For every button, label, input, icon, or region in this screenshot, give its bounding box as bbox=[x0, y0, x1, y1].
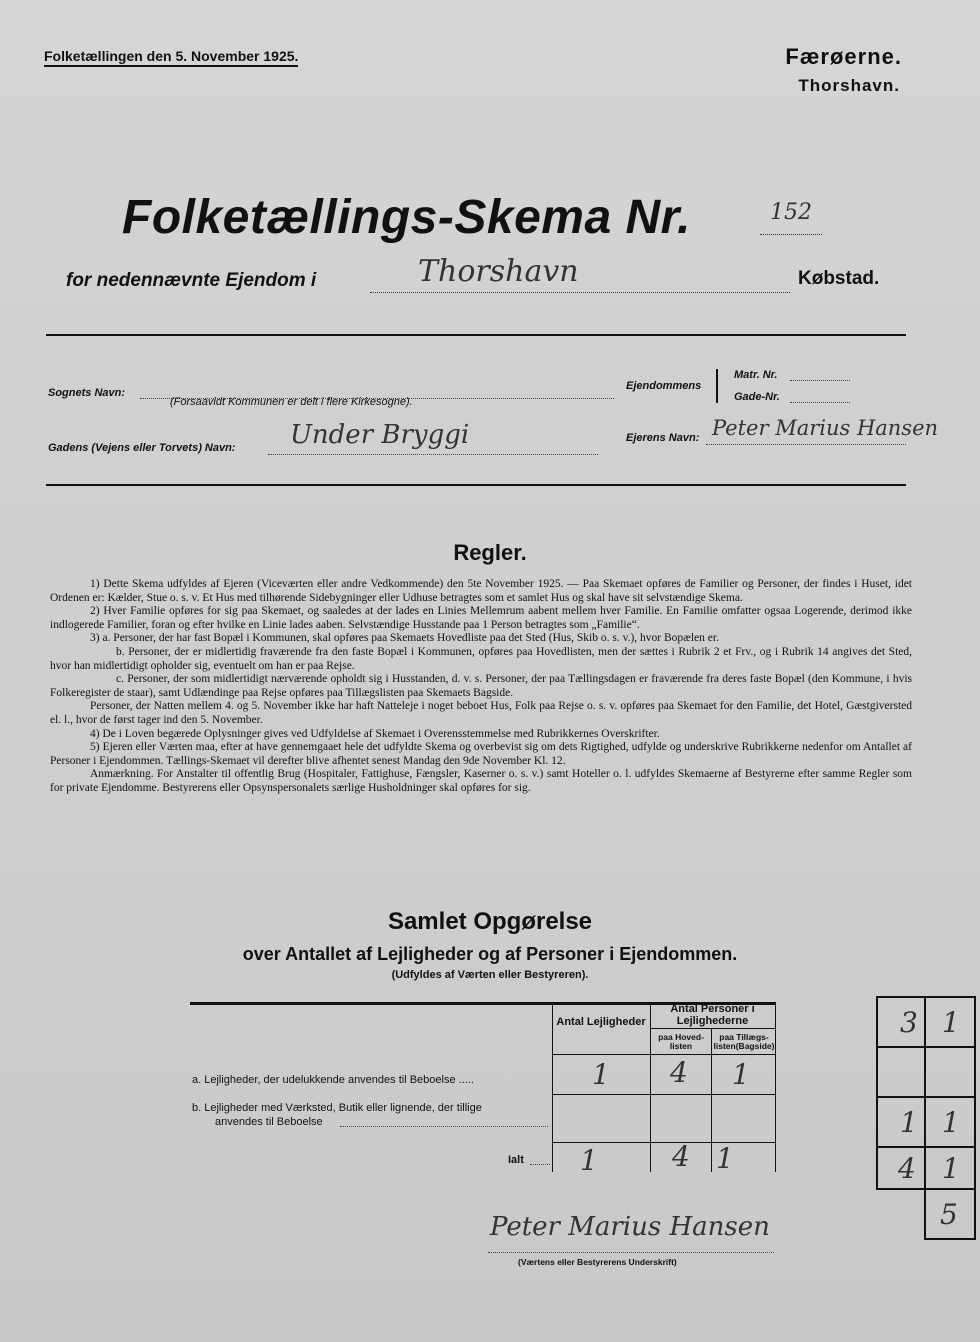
divider-top bbox=[46, 334, 906, 336]
anmaerkning: Anmærkning. For Anstalter til offentlig Brug (Hospitaler, Fattighuse, Fængsler, Kaserner o. s. v.) samt Hoteller o. l. udfyldes Skemaerne af Bestyrerne efter samme Regler som for private Ejendomme. Bestyrerens eller Opsynspersonalets særlige Husholdninger skal opføres for sig. bbox=[50, 768, 912, 794]
row-ialt-fill-line bbox=[530, 1164, 550, 1165]
sognets-label: Sognets Navn: bbox=[48, 387, 126, 399]
ejendommens-label: Ejendommens bbox=[626, 380, 702, 392]
side-box-hline-1 bbox=[876, 1046, 974, 1048]
property-fill-line bbox=[370, 292, 790, 293]
col-personer-header: Antal Personer i Lejlighederne bbox=[670, 1003, 755, 1027]
table-hline-header bbox=[552, 1054, 775, 1055]
col-tillaeg-header: paa Tillægs-listen(Bagside) bbox=[713, 1032, 775, 1051]
regler-heading: Regler. bbox=[453, 540, 527, 565]
regel-2: 2) Hver Familie opføres for sig paa Skemaet, og saaledes at der lades en Linies Mellemrum aabent mellem hver Familie. En Familie omfatter ogsaa Logerende, derimod ikke indlogerede Familier, foran og efter hvilke en Linie lades aaben. Selvstændige Husstande paa 1 Person betragtes som „Familie“. bbox=[50, 605, 912, 631]
side-box-hline-3 bbox=[876, 1146, 974, 1148]
table-hline-b bbox=[552, 1142, 775, 1143]
gadens-fill-line bbox=[268, 454, 598, 455]
gadens-value[interactable]: Under Bryggi bbox=[290, 420, 470, 450]
summary-note: (Udfyldes af Værten eller Bestyreren). bbox=[391, 969, 589, 981]
summary-subtitle: over Antallet af Lejligheder og af Personer i Ejendommen. bbox=[242, 944, 738, 964]
divider-middle bbox=[46, 484, 906, 486]
row-b-label-2: anvendes til Beboelse bbox=[215, 1116, 323, 1128]
ialt-hoved-value[interactable]: 4 bbox=[672, 1140, 690, 1173]
gade-nr-label: Gade-Nr. bbox=[734, 391, 780, 403]
brace bbox=[716, 369, 721, 403]
row-a-label: a. Lejligheder, der udelukkende anvendes til Beboelse ..... bbox=[192, 1074, 474, 1086]
side-control-box bbox=[876, 996, 976, 1190]
ejerens-value[interactable]: Peter Marius Hansen bbox=[712, 416, 939, 440]
side-r4-left-value[interactable]: 4 bbox=[898, 1152, 916, 1185]
row-a-hoved-value[interactable]: 4 bbox=[670, 1056, 688, 1089]
side-r1-left-value[interactable]: 3 bbox=[900, 1006, 918, 1039]
signature-caption: (Værtens eller Bestyrerens Underskrift) bbox=[518, 1257, 677, 1267]
table-vline-4 bbox=[775, 1002, 776, 1172]
table-hline-sub bbox=[650, 1028, 775, 1029]
regel-3b: b. Personer, der er midlertidig fraværende fra den faste Bopæl i Kommunen, opføres paa Hovedlisten, men der sættes i Rubrik 2 et Frv., og i Rubrik 14 angives det Sted, hvor han midlertidigt opholder sig, eventuelt om han er paa Rejse. bbox=[50, 645, 912, 672]
table-vline-3 bbox=[711, 1028, 712, 1172]
side-r3-left-value[interactable]: 1 bbox=[900, 1106, 918, 1139]
row-ialt-label: Ialt bbox=[508, 1154, 524, 1166]
census-date-line: Folketællingen den 5. November 1925. bbox=[44, 48, 298, 67]
col-lejligheder-header: Antal Lejligheder bbox=[556, 1016, 646, 1028]
side-r3-right-value[interactable]: 1 bbox=[942, 1106, 960, 1139]
regel-3a: 3) a. Personer, der har fast Bopæl i Kommunen, skal opføres paa Skemaets Hovedliste paa det Sted (Hus, Skib o. s. v.), hvor Bopælen er. bbox=[90, 632, 719, 645]
kobstad-label: Købstad. bbox=[798, 268, 880, 289]
regel-5: 5) Ejeren eller Værten maa, efter at have gennemgaaet hele det udfyldte Skema og overbevist sig om dets Rigtighed, udfylde og underskrive Rubrikkerne nedenfor om Antallet af Personer i Ejendommen. Tællings-Skemaet vil derefter blive afhentet senest Mandag den 9de November Kl. 12. bbox=[50, 741, 912, 767]
col-hoved-header: paa Hoved-listen bbox=[658, 1032, 704, 1051]
row-b-fill-line bbox=[340, 1126, 548, 1127]
ialt-lejligheder-value[interactable]: 1 bbox=[580, 1144, 598, 1177]
nr-fill-line bbox=[760, 234, 822, 235]
matr-fill-line[interactable] bbox=[790, 380, 850, 381]
row-a-tillaeg-value[interactable]: 1 bbox=[732, 1058, 750, 1091]
regel-3-note: Personer, der Natten mellem 4. og 5. November ikke har haft Natteleje i noget beboet Hus, Folk paa Rejse o. s. v. opføres paa Skemaet for den Familie, det Hotel, Gæstgiversted el. l., hvor de først tager ind den 5. November. bbox=[50, 700, 912, 726]
side-r1-right-value[interactable]: 1 bbox=[942, 1006, 960, 1039]
side-r5-value[interactable]: 5 bbox=[940, 1198, 958, 1231]
ejerens-label: Ejerens Navn: bbox=[626, 432, 700, 444]
signature-line bbox=[488, 1252, 774, 1253]
summary-title: Samlet Opgørelse bbox=[387, 908, 593, 935]
ialt-tillaeg-value[interactable]: 1 bbox=[716, 1142, 734, 1175]
city-label: Thorshavn. bbox=[798, 76, 900, 95]
regel-3c: c. Personer, der som midlertidigt nærværende opholdt sig i Husstanden, d. v. s. Personer, der paa Tællingsdagen er fraværende fra deres faste Bopæl (den Kommune, i hvis Folkeregister de staar), samt Udlændinge paa Rejse opføres paa Tillægslisten paa Skemaets Bagside. bbox=[50, 673, 912, 699]
gade-nr-fill-line[interactable] bbox=[790, 402, 850, 403]
sognets-note: (Forsaavidt Kommunen er delt i flere Kirkesogne). bbox=[170, 396, 413, 408]
property-value[interactable]: Thorshavn bbox=[418, 254, 579, 289]
table-vline-1 bbox=[552, 1002, 553, 1172]
side-r4-right-value[interactable]: 1 bbox=[942, 1152, 960, 1185]
form-number-value[interactable]: 152 bbox=[770, 200, 812, 225]
country-label: Færøerne. bbox=[785, 44, 902, 69]
regler-text bbox=[50, 578, 912, 796]
property-label: for nedennævnte Ejendom i bbox=[66, 270, 317, 291]
matr-label: Matr. Nr. bbox=[734, 369, 778, 381]
ejerens-fill-line bbox=[706, 444, 906, 445]
regel-1: 1) Dette Skema udfyldes af Ejeren (Viceværten eller andre Vedkommende) den 5te November 1925. — Paa Skemaet opføres de Familier og Personer, der findes i Huset, idet Ordenen er: Kælder, Stue o. s. v. Et Hus med tilhørende Sidebygninger eller Udhuse betragtes som et samlet Hus og skal have sit selvstændige Skema. bbox=[50, 578, 912, 604]
form-title: Folketællings-Skema Nr. bbox=[122, 191, 692, 244]
signature-value[interactable]: Peter Marius Hansen bbox=[490, 1212, 770, 1242]
gadens-label: Gadens (Vejens eller Torvets) Navn: bbox=[48, 442, 236, 454]
regel-4: 4) De i Loven begærede Oplysninger gives ved Udfyldelse af Skemaet i Overensstemmelse med Rubrikkernes Overskrifter. bbox=[90, 727, 660, 740]
side-box-hline-2 bbox=[876, 1096, 974, 1098]
side-box-vline bbox=[924, 996, 926, 1188]
row-b-label-1: b. Lejligheder med Værksted, Butik eller lignende, der tillige bbox=[192, 1102, 482, 1114]
row-a-lejligheder-value[interactable]: 1 bbox=[592, 1058, 610, 1091]
table-hline-a bbox=[552, 1094, 775, 1095]
